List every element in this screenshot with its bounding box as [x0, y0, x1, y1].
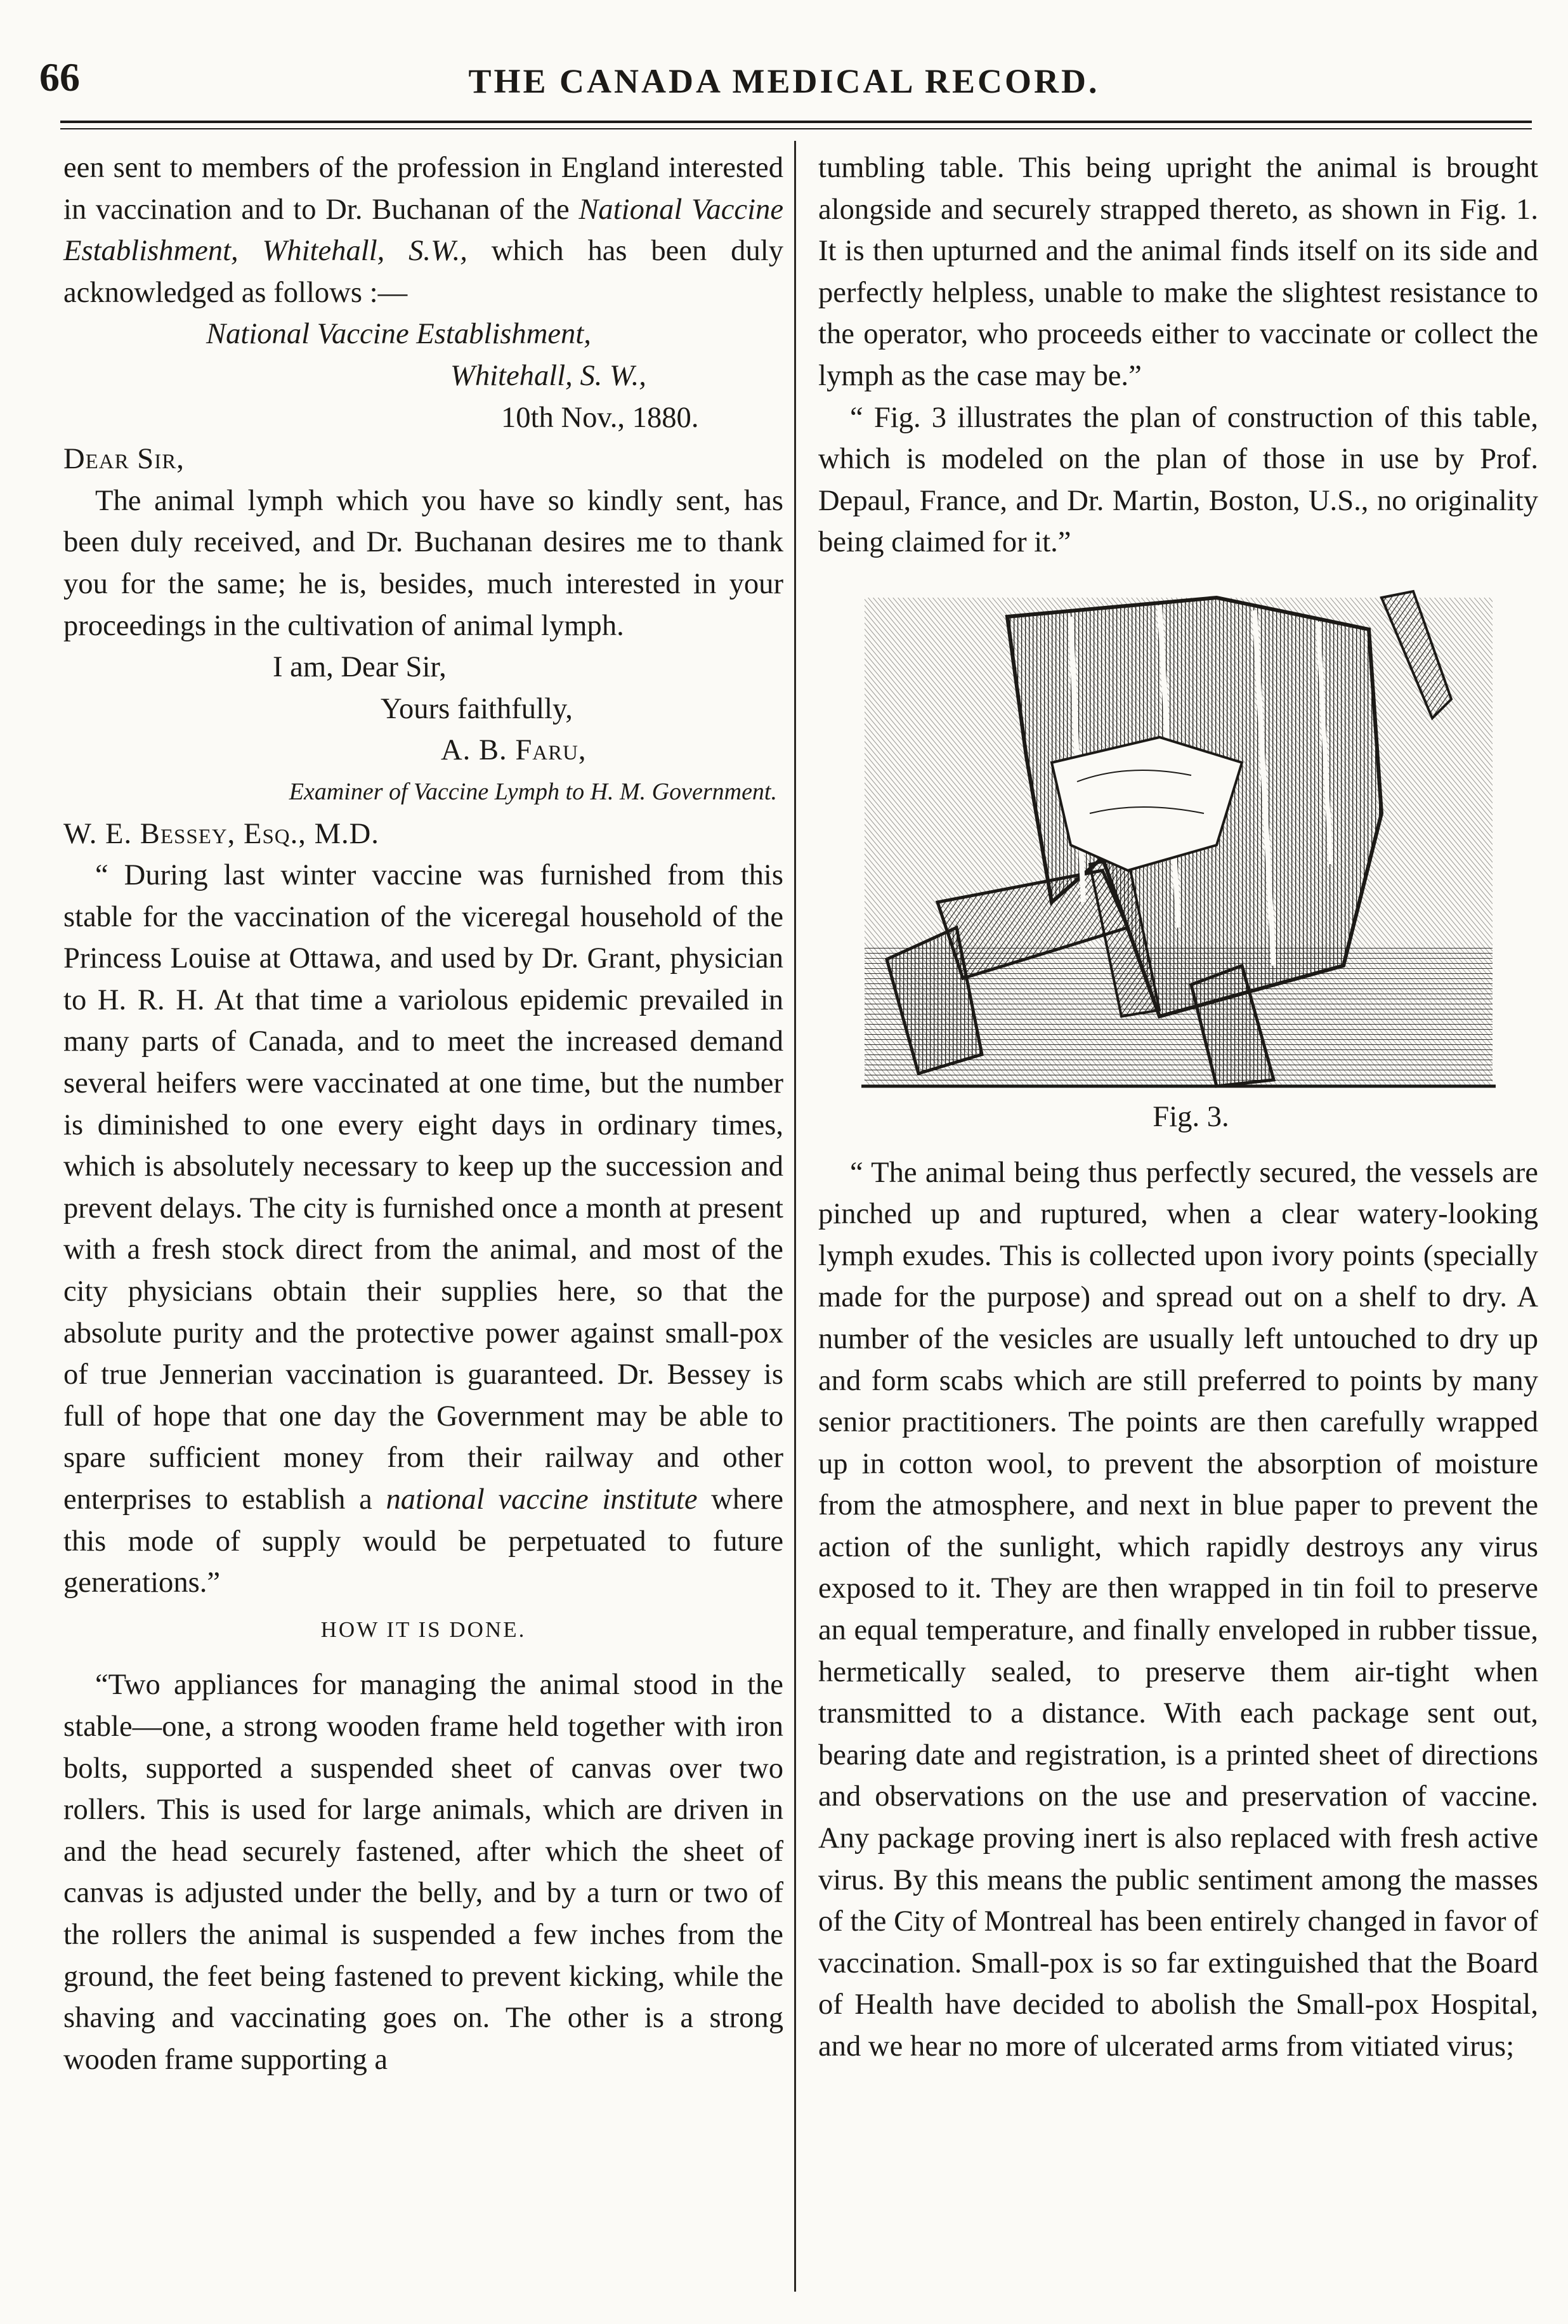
emphasis: National Vaccine Establishment, Whitehall, S.W., [63, 192, 783, 268]
section-heading: HOW IT IS DONE. [320, 1617, 526, 1642]
letter-date: 10th Nov., 1880. [501, 400, 699, 434]
letter-address-line: National Vaccine Establishment, [206, 317, 591, 351]
letter-body: The animal lymph which you have so kindly sent, has been duly received, and Dr. Buchanan desires me to thank you for the same; he is, besides, much interested in your proceedings in the cultivation of animal lymph. [63, 483, 783, 642]
paragraph: “ During last winter vaccine was furnished from this stable for the vaccination of the viceregal household of the Princess Louise at Ottawa, and used by Dr. Grant, physician to H. R. H. At that time a variolous epidemic prevailed in many parts of Canada, and to meet the increased demand several heifers were vaccinated at one time, but the number is diminished to one every eight days in ordinary times, which is absolutely necessary to keep up the succession and prevent delays. The city is furnished once a month at present with a fresh stock direct from the animal, and most of the city physicians obtain their supplies here, so that the absolute purity and the protective power against small-pox of true Jennerian vaccination is guaranteed. Dr. Bessey is full of hope that one day the Government may be able to spare sufficient money from their railway and other enterprises to establish a national vaccine institute where this mode of supply would be perpetuated to future generations.” [63, 858, 784, 1599]
letter-address-line: Whitehall, S. W., [450, 358, 646, 392]
figure-tumbling-table-engraving [861, 572, 1496, 1093]
page-number: 66 [39, 55, 80, 100]
page-header [0, 54, 1568, 105]
letter [63, 313, 783, 855]
paragraph: tumbling table. This being upright the animal is brought alongside and securely strapped thereto, as shown in Fig. 1. It is then upturned and the animal finds itself on its side and perfectly helpless, unable to make the slightest resistance to the operator, who proceeds either to vaccinate or collect the lymph as the case may be.” [818, 151, 1538, 392]
paragraph: “ Fig. 3 illustrates the plan of construction of this table, which is modeled on the plan of those in use by Prof. Depaul, France, and Dr. Martin, Boston, U.S., no originality being claimed for it.” [818, 400, 1538, 559]
running-title: THE CANADA MEDICAL RECORD. [468, 62, 1100, 100]
letter-salutation: Dear Sir, [63, 442, 185, 476]
letter-signature: A. B. Faru, [441, 733, 587, 767]
paragraph: “ The animal being thus perfectly secured, the vessels are pinched up and ruptured, when a clear watery-looking lymph exudes. This is collected upon ivory points (specially made for the purpose) and spread out on a shelf to dry. A number of the vesicles are usually left untouched to dry up and form scabs which are still preferred to points by many senior practitioners. The points are then carefully wrapped up in cotton wool, to prevent the absorption of moisture from the atmosphere, and next in blue paper to prevent the action of the sunlight, which rapidly destroys any virus exposed to it. They are then wrapped in tin foil to preserve an equal temperature, and finally enveloped in rubber tissue, hermetically sealed, to preserve them air-tight when transmitted to a distance. With each package sent out, bearing date and registration, is a printed sheet of directions and observations on the use and preservation of vaccine. Any package proving inert is also replaced with fresh active virus. By this means the public sentiment among the masses of the City of Montreal has been entirely changed in favor of vaccination. Small-pox is so far extinguished that the Board of Health have decided to abolish the Small-pox Hospital, and we hear no more of ulcerated arms from vitiated virus; [818, 1155, 1538, 2063]
left-column [63, 147, 783, 2080]
right-column [818, 147, 1538, 2068]
letter-closing: Yours faithfully, [381, 692, 573, 725]
emphasis: national vaccine institute [386, 1483, 698, 1516]
header-rule [60, 121, 1532, 123]
letter-closing: I am, Dear Sir, [273, 650, 447, 684]
figure-caption: Fig. 3. [1153, 1100, 1229, 1133]
letter-signatory-title: Examiner of Vaccine Lymph to H. M. Government. [289, 778, 777, 805]
letter-addressee: W. E. Bessey, Esq., M.D. [63, 817, 379, 850]
paragraph: een sent to members of the profession in England interested in vaccination and to Dr. Buchanan of the National Vaccine Establishment, Whitehall, S.W., which has been duly acknowledged as follows :— [63, 151, 783, 309]
header-rule-thin [60, 128, 1532, 129]
paragraph: “Two appliances for managing the animal stood in the stable—one, a strong wooden frame held together with iron bolts, supported a suspended sheet of canvas over two rollers. This is used for large animals, which are driven in and the head securely fastened, after which the sheet of canvas is adjusted under the belly, and by a turn or two of the rollers the animal is suspended a few inches from the ground, the feet being fastened to prevent kicking, while the shaving and vaccinating goes on. The other is a strong wooden frame supporting a [63, 1668, 783, 2076]
column-divider [794, 141, 796, 2292]
